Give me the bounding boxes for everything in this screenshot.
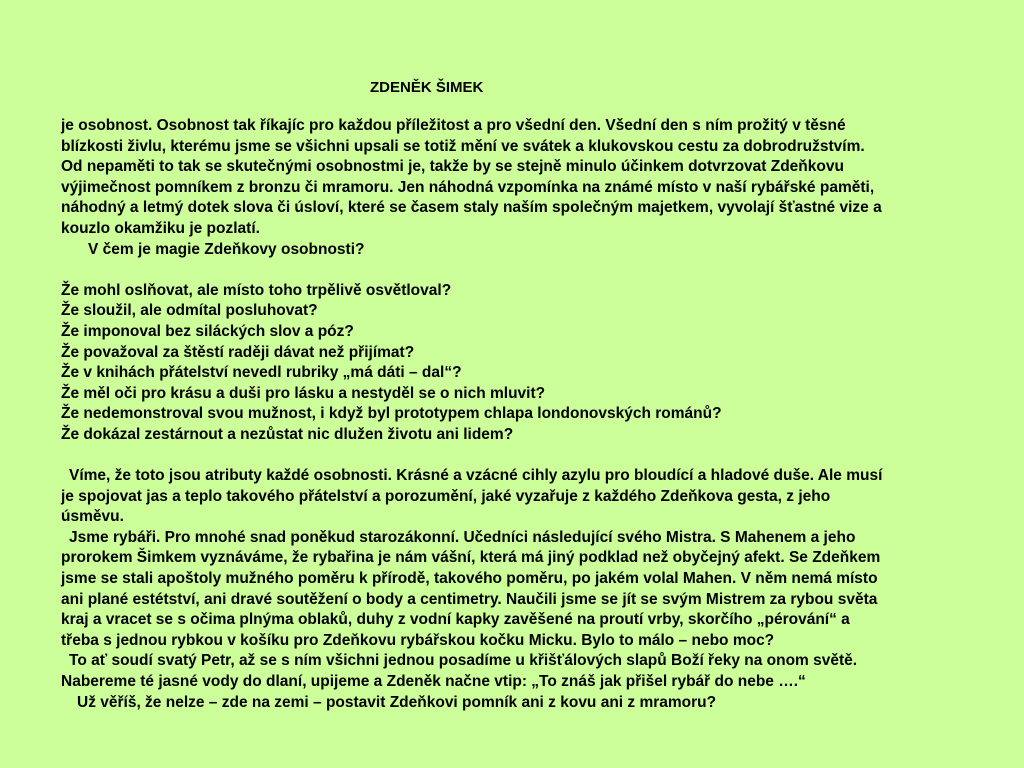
attributes-paragraph <box>61 466 991 528</box>
answer-line: Že v knihách přátelství nevedl rubriky „má dáti – dal“? <box>61 364 462 382</box>
text-line: To ať soudí svatý Petr, až se s ním všichni jednou posadíme u křišťálových slapů Boží řeky na onom světě. <box>69 652 858 670</box>
text-line: výjimečnost pomníkem z bronzu či mramoru. Jen náhodná vzpomínka na známé místo v naší rybářské paměti, <box>61 178 875 196</box>
text-line: blízkosti živlu, kterému jsme se všichni upsali se totiž mění ve svátek a klukovskou cestu za dobrodružstvím. <box>61 137 865 155</box>
text-line: je osobnost. Osobnost tak říkajíc pro každou příležitost a pro všední den. Všední den s ním prožitý v těsné <box>61 117 846 134</box>
text-line: kraj a vracet se s očima plnýma oblaků, duhy z vodní kapky zavěšené na proutí vrby, skorčího „pérování“ a <box>61 611 850 629</box>
text-line: ani plané estétství, ani dravé soutěžení o body a centimetry. Naučili jsme se jít se svým Mistrem za rybou světa <box>61 590 878 608</box>
page-title: ZDENĚK ŠIMEK <box>370 79 484 96</box>
text-line: Nabereme té jasné vody do dlaní, upijeme a Zdeněk načne vtip: „To znáš jak přišel rybář do nebe ….“ <box>61 673 806 691</box>
answer-line: Že imponoval bez siláckých slov a póz? <box>61 322 354 340</box>
text-line: Od nepaměti to tak se skutečnými osobnostmi je, takže by se stejně minulo účinkem dotvrzovat Zdeňkovu <box>61 158 844 176</box>
answers-list <box>61 281 991 446</box>
fishermen-paragraph <box>61 528 991 652</box>
text-line: úsměvu. <box>61 508 124 526</box>
text-line: kouzlo okamžiku je pozlatí. <box>61 219 260 237</box>
text-line: prorokem Šimkem vyznáváme, že rybařina je nám vášní, která má jiný podklad než obyčejný afekt. Se Zdeňkem <box>61 549 881 567</box>
answer-line: Že měl oči pro krásu a duši pro lásku a nestyděl se o nich mluvit? <box>61 384 546 402</box>
text-line: Víme, že toto jsou atributy každé osobnosti. Krásné a vzácné cihly azylu pro bloudící a hladové duše. Ale musí <box>69 467 883 485</box>
peter-paragraph <box>61 651 991 692</box>
closing-line: Už věříš, že nelze – zde na zemi – postavit Zdeňkovi pomník ani z kovu ani z mramoru? <box>77 693 717 711</box>
spacer <box>61 260 991 281</box>
text-line: třeba s jednou rybkou v košíku pro Zdeňkovu rybářskou kočku Micku. Bylo to málo – nebo moc? <box>61 631 775 649</box>
text-line: Jsme rybáři. Pro mnohé snad poněkud starozákonní. Učedníci následující svého Mistra. S Mahenem a jeho <box>69 528 856 546</box>
answer-line: Že mohl oslňovat, ale místo toho trpělivě osvětloval? <box>61 281 452 299</box>
question-line: V čem je magie Zdeňkovy osobnosti? <box>88 240 365 258</box>
text-line: jsme se stali apoštoly mužného poměru k přírodě, takového poměru, po jakém volal Mahen. V něm nemá místo <box>61 570 878 588</box>
text-line: náhodný a letmý dotek slova či úsloví, které se časem staly naším společným majetkem, vyvolají šťastné vize a <box>61 199 882 217</box>
spacer <box>61 446 991 467</box>
text-line: je spojovat jas a teplo takového přátelství a porozumění, jaké vyzařuje z každého Zdeňkova gesta, z jeho <box>61 487 831 505</box>
answer-line: Že dokázal zestárnout a nezůstat nic dlužen životu ani lidem? <box>61 425 514 443</box>
answer-line: Že sloužil, ale odmítal posluhovat? <box>61 302 318 320</box>
answer-line: Že nedemonstroval svou mužnost, i když byl prototypem chlapa londonovských románů? <box>61 405 722 423</box>
body-text <box>61 116 991 713</box>
intro-paragraph <box>61 116 991 240</box>
answer-line: Že považoval za štěstí raději dávat než přijímat? <box>61 343 415 361</box>
